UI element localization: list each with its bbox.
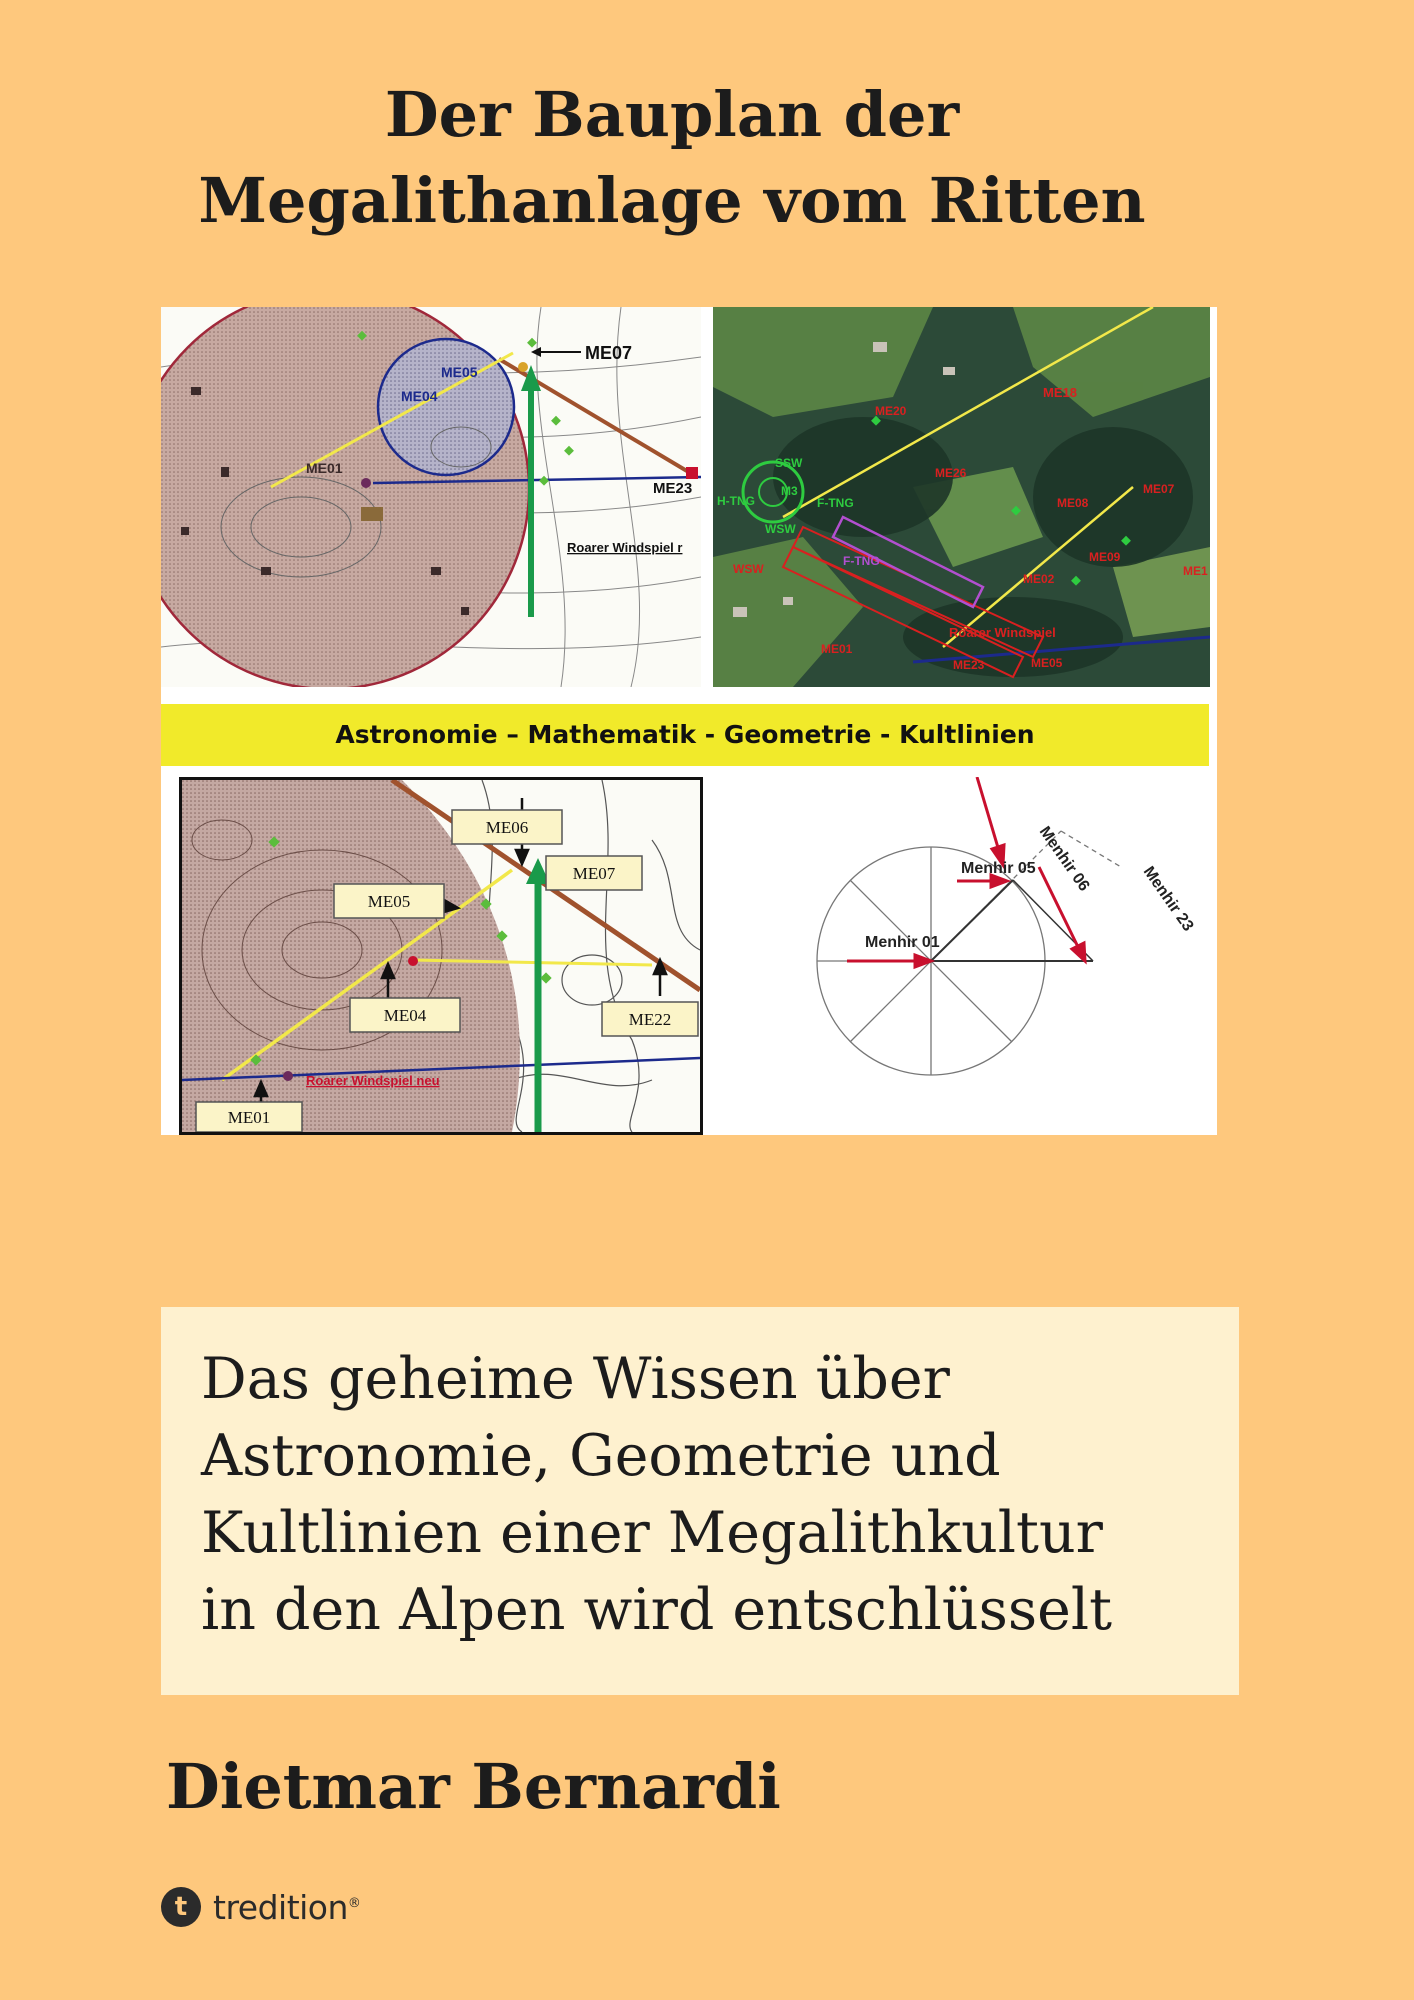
map-detail-label: ME06 xyxy=(485,818,529,837)
map-label: ME04 xyxy=(401,388,438,404)
svg-text:ME09: ME09 xyxy=(1089,550,1121,564)
satellite-map-drawing xyxy=(713,307,1210,687)
svg-text:ME1: ME1 xyxy=(1183,564,1208,578)
svg-text:ME08: ME08 xyxy=(1057,496,1089,510)
geometry-label: Menhir 23 xyxy=(1139,863,1197,935)
map-detail-label: ME04 xyxy=(383,1006,427,1025)
map-label: Roarer Windspiel r xyxy=(567,540,683,555)
svg-text:ME02: ME02 xyxy=(1023,572,1055,586)
topic-banner: Astronomie – Mathematik - Geometrie - Kultlinien xyxy=(161,704,1209,766)
map-detail-label: Roarer Windspiel neu xyxy=(306,1073,440,1088)
subtitle-box xyxy=(161,1307,1239,1695)
subtitle-line-2: Astronomie, Geometrie und xyxy=(201,1423,1001,1489)
geometry-diagram xyxy=(721,777,1217,1135)
satellite-label: ME23 xyxy=(953,658,985,672)
map-detail-label: ME05 xyxy=(367,892,411,911)
topographic-map-detail-drawing xyxy=(182,780,700,1132)
geometry-label: Menhir 06 xyxy=(1035,823,1093,895)
svg-text:ME07: ME07 xyxy=(1143,482,1175,496)
title-line-1: Der Bauplan der xyxy=(384,78,960,151)
title-line-2: Megalithanlage vom Ritten xyxy=(198,164,1146,237)
map-detail-label: ME07 xyxy=(572,864,616,883)
satellite-label: M3 xyxy=(781,484,798,498)
svg-text:ME20: ME20 xyxy=(875,404,907,418)
geometry-label: Menhir 01 xyxy=(865,934,940,951)
svg-text:ME01: ME01 xyxy=(821,642,853,656)
subtitle-line-3: Kultlinien einer Megalithkultur xyxy=(201,1500,1103,1566)
publisher xyxy=(161,1886,360,1928)
publisher-name xyxy=(213,1888,360,1927)
cover-collage xyxy=(161,307,1217,1135)
map-label: ME23 xyxy=(653,480,693,497)
map-detail-label: ME01 xyxy=(227,1108,271,1127)
map-label: ME07 xyxy=(585,343,633,363)
topographic-map-top xyxy=(161,307,701,687)
subtitle-line-4: in den Alpen wird entschlüsselt xyxy=(201,1577,1112,1643)
map-label: ME01 xyxy=(306,460,343,476)
publisher-name-text: tredition xyxy=(213,1887,348,1927)
satellite-label: WSW xyxy=(765,522,796,536)
map-detail-label: ME22 xyxy=(628,1010,672,1029)
satellite-label: Roarer Windspiel xyxy=(949,625,1056,640)
geometry-label: Menhir 05 xyxy=(961,860,1036,877)
topographic-map-detail xyxy=(179,777,703,1135)
tredition-logo-icon: t xyxy=(161,1887,201,1927)
book-subtitle xyxy=(201,1341,1199,1649)
satellite-label: F-TNG xyxy=(843,554,880,568)
satellite-label: ME18 xyxy=(1043,385,1077,400)
satellite-map xyxy=(713,307,1210,687)
registered-mark: ® xyxy=(347,1895,361,1911)
satellite-label: WSW xyxy=(733,562,764,576)
book-title xyxy=(0,72,1344,244)
topographic-map-top-drawing xyxy=(161,307,701,687)
author-name: Dietmar Bernardi xyxy=(166,1750,781,1823)
satellite-label: SSW xyxy=(775,456,803,470)
svg-text:ME26: ME26 xyxy=(935,466,967,480)
subtitle-line-1: Das geheime Wissen über xyxy=(201,1346,950,1412)
satellite-label: H-TNG xyxy=(717,494,755,508)
svg-text:ME05: ME05 xyxy=(1031,656,1063,670)
geometry-diagram-drawing xyxy=(721,777,1217,1135)
satellite-label: F-TNG xyxy=(817,496,854,510)
map-label: ME05 xyxy=(441,364,478,380)
